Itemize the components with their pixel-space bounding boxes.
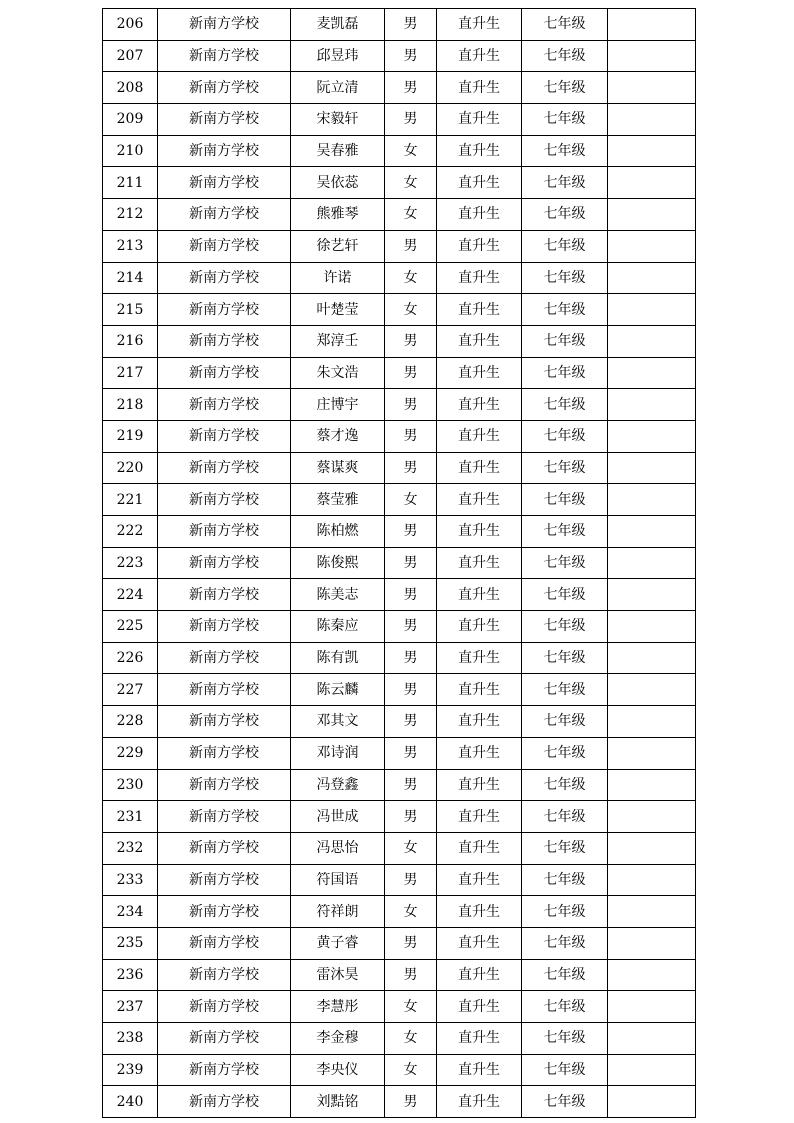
table-row [103, 832, 696, 864]
grade-cell: 七年级 [522, 1054, 608, 1086]
table-row [103, 737, 696, 769]
table-row [103, 9, 696, 41]
school-cell: 新南方学校 [158, 135, 291, 167]
grade-cell: 七年级 [522, 452, 608, 484]
note-cell [608, 959, 696, 991]
student-name-cell: 雷沐昊 [291, 959, 385, 991]
note-cell [608, 1054, 696, 1086]
enrollment-type-cell: 直升生 [437, 991, 522, 1023]
table-row [103, 547, 696, 579]
student-name-cell: 冯思怡 [291, 832, 385, 864]
grade-cell: 七年级 [522, 579, 608, 611]
gender-cell: 男 [385, 864, 437, 896]
grade-cell: 七年级 [522, 199, 608, 231]
gender-cell: 男 [385, 706, 437, 738]
school-cell: 新南方学校 [158, 801, 291, 833]
gender-cell: 男 [385, 420, 437, 452]
enrollment-type-cell: 直升生 [437, 769, 522, 801]
table-row [103, 72, 696, 104]
enrollment-type-cell: 直升生 [437, 167, 522, 199]
gender-cell: 男 [385, 959, 437, 991]
grade-cell: 七年级 [522, 72, 608, 104]
student-name-cell: 邓诗润 [291, 737, 385, 769]
note-cell [608, 991, 696, 1023]
note-cell [608, 230, 696, 262]
table-row [103, 484, 696, 516]
row-number-cell: 239 [103, 1054, 158, 1086]
row-number-cell: 238 [103, 1023, 158, 1055]
school-cell: 新南方学校 [158, 325, 291, 357]
school-cell: 新南方学校 [158, 484, 291, 516]
grade-cell: 七年级 [522, 516, 608, 548]
gender-cell: 男 [385, 801, 437, 833]
school-cell: 新南方学校 [158, 104, 291, 136]
grade-cell: 七年级 [522, 864, 608, 896]
student-name-cell: 李慧彤 [291, 991, 385, 1023]
student-name-cell: 符国语 [291, 864, 385, 896]
table-row [103, 706, 696, 738]
row-number-cell: 218 [103, 389, 158, 421]
table-row [103, 611, 696, 643]
grade-cell: 七年级 [522, 737, 608, 769]
gender-cell: 男 [385, 927, 437, 959]
enrollment-type-cell: 直升生 [437, 927, 522, 959]
row-number-cell: 220 [103, 452, 158, 484]
gender-cell: 女 [385, 1023, 437, 1055]
table-row [103, 896, 696, 928]
roster-body [103, 9, 696, 1118]
table-row [103, 927, 696, 959]
grade-cell: 七年级 [522, 294, 608, 326]
table-row [103, 294, 696, 326]
enrollment-type-cell: 直升生 [437, 516, 522, 548]
gender-cell: 男 [385, 325, 437, 357]
table-row [103, 40, 696, 72]
enrollment-type-cell: 直升生 [437, 674, 522, 706]
student-name-cell: 许诺 [291, 262, 385, 294]
row-number-cell: 206 [103, 9, 158, 41]
row-number-cell: 233 [103, 864, 158, 896]
grade-cell: 七年级 [522, 1023, 608, 1055]
table-row [103, 199, 696, 231]
grade-cell: 七年级 [522, 357, 608, 389]
grade-cell: 七年级 [522, 991, 608, 1023]
row-number-cell: 225 [103, 611, 158, 643]
grade-cell: 七年级 [522, 896, 608, 928]
note-cell [608, 167, 696, 199]
gender-cell: 男 [385, 40, 437, 72]
grade-cell: 七年级 [522, 230, 608, 262]
school-cell: 新南方学校 [158, 294, 291, 326]
enrollment-type-cell: 直升生 [437, 547, 522, 579]
gender-cell: 男 [385, 516, 437, 548]
school-cell: 新南方学校 [158, 642, 291, 674]
table-row [103, 135, 696, 167]
table-row [103, 1023, 696, 1055]
note-cell [608, 104, 696, 136]
row-number-cell: 215 [103, 294, 158, 326]
school-cell: 新南方学校 [158, 927, 291, 959]
row-number-cell: 207 [103, 40, 158, 72]
gender-cell: 男 [385, 579, 437, 611]
student-name-cell: 陈云麟 [291, 674, 385, 706]
gender-cell: 女 [385, 896, 437, 928]
grade-cell: 七年级 [522, 706, 608, 738]
note-cell [608, 199, 696, 231]
note-cell [608, 896, 696, 928]
table-row [103, 864, 696, 896]
student-name-cell: 麦凯磊 [291, 9, 385, 41]
table-row [103, 674, 696, 706]
note-cell [608, 357, 696, 389]
student-name-cell: 符祥朗 [291, 896, 385, 928]
school-cell: 新南方学校 [158, 737, 291, 769]
row-number-cell: 232 [103, 832, 158, 864]
school-cell: 新南方学校 [158, 959, 291, 991]
gender-cell: 男 [385, 104, 437, 136]
student-name-cell: 叶楚莹 [291, 294, 385, 326]
note-cell [608, 9, 696, 41]
grade-cell: 七年级 [522, 167, 608, 199]
school-cell: 新南方学校 [158, 1086, 291, 1118]
note-cell [608, 642, 696, 674]
student-name-cell: 陈俊熙 [291, 547, 385, 579]
note-cell [608, 389, 696, 421]
row-number-cell: 236 [103, 959, 158, 991]
gender-cell: 男 [385, 230, 437, 262]
gender-cell: 女 [385, 832, 437, 864]
note-cell [608, 864, 696, 896]
row-number-cell: 240 [103, 1086, 158, 1118]
enrollment-type-cell: 直升生 [437, 611, 522, 643]
row-number-cell: 231 [103, 801, 158, 833]
gender-cell: 女 [385, 991, 437, 1023]
enrollment-type-cell: 直升生 [437, 452, 522, 484]
enrollment-type-cell: 直升生 [437, 864, 522, 896]
table-row [103, 167, 696, 199]
enrollment-type-cell: 直升生 [437, 832, 522, 864]
note-cell [608, 40, 696, 72]
gender-cell: 男 [385, 547, 437, 579]
student-roster-table [102, 8, 696, 1118]
school-cell: 新南方学校 [158, 896, 291, 928]
gender-cell: 男 [385, 389, 437, 421]
note-cell [608, 611, 696, 643]
gender-cell: 男 [385, 72, 437, 104]
school-cell: 新南方学校 [158, 9, 291, 41]
gender-cell: 男 [385, 674, 437, 706]
school-cell: 新南方学校 [158, 389, 291, 421]
note-cell [608, 769, 696, 801]
school-cell: 新南方学校 [158, 1054, 291, 1086]
enrollment-type-cell: 直升生 [437, 104, 522, 136]
note-cell [608, 1023, 696, 1055]
student-name-cell: 陈柏燃 [291, 516, 385, 548]
table-row [103, 579, 696, 611]
gender-cell: 男 [385, 611, 437, 643]
grade-cell: 七年级 [522, 1086, 608, 1118]
enrollment-type-cell: 直升生 [437, 135, 522, 167]
note-cell [608, 516, 696, 548]
row-number-cell: 227 [103, 674, 158, 706]
note-cell [608, 737, 696, 769]
note-cell [608, 927, 696, 959]
note-cell [608, 452, 696, 484]
grade-cell: 七年级 [522, 325, 608, 357]
enrollment-type-cell: 直升生 [437, 1086, 522, 1118]
school-cell: 新南方学校 [158, 516, 291, 548]
row-number-cell: 234 [103, 896, 158, 928]
row-number-cell: 226 [103, 642, 158, 674]
enrollment-type-cell: 直升生 [437, 262, 522, 294]
grade-cell: 七年级 [522, 547, 608, 579]
grade-cell: 七年级 [522, 135, 608, 167]
student-name-cell: 熊雅琴 [291, 199, 385, 231]
grade-cell: 七年级 [522, 40, 608, 72]
student-name-cell: 阮立清 [291, 72, 385, 104]
school-cell: 新南方学校 [158, 1023, 291, 1055]
student-name-cell: 宋毅轩 [291, 104, 385, 136]
table-row [103, 516, 696, 548]
student-name-cell: 李金穆 [291, 1023, 385, 1055]
school-cell: 新南方学校 [158, 357, 291, 389]
row-number-cell: 230 [103, 769, 158, 801]
note-cell [608, 135, 696, 167]
note-cell [608, 484, 696, 516]
enrollment-type-cell: 直升生 [437, 737, 522, 769]
enrollment-type-cell: 直升生 [437, 199, 522, 231]
note-cell [608, 801, 696, 833]
gender-cell: 女 [385, 167, 437, 199]
grade-cell: 七年级 [522, 611, 608, 643]
enrollment-type-cell: 直升生 [437, 1023, 522, 1055]
school-cell: 新南方学校 [158, 262, 291, 294]
enrollment-type-cell: 直升生 [437, 801, 522, 833]
enrollment-type-cell: 直升生 [437, 484, 522, 516]
gender-cell: 女 [385, 199, 437, 231]
school-cell: 新南方学校 [158, 420, 291, 452]
row-number-cell: 235 [103, 927, 158, 959]
student-name-cell: 李央仪 [291, 1054, 385, 1086]
student-name-cell: 朱文浩 [291, 357, 385, 389]
table-row [103, 420, 696, 452]
school-cell: 新南方学校 [158, 452, 291, 484]
row-number-cell: 224 [103, 579, 158, 611]
row-number-cell: 212 [103, 199, 158, 231]
table-row [103, 230, 696, 262]
grade-cell: 七年级 [522, 832, 608, 864]
note-cell [608, 262, 696, 294]
note-cell [608, 547, 696, 579]
gender-cell: 男 [385, 769, 437, 801]
table-row [103, 991, 696, 1023]
note-cell [608, 1086, 696, 1118]
enrollment-type-cell: 直升生 [437, 896, 522, 928]
gender-cell: 男 [385, 1086, 437, 1118]
enrollment-type-cell: 直升生 [437, 1054, 522, 1086]
school-cell: 新南方学校 [158, 864, 291, 896]
enrollment-type-cell: 直升生 [437, 579, 522, 611]
table-row [103, 959, 696, 991]
note-cell [608, 674, 696, 706]
grade-cell: 七年级 [522, 769, 608, 801]
school-cell: 新南方学校 [158, 832, 291, 864]
school-cell: 新南方学校 [158, 40, 291, 72]
student-name-cell: 陈有凯 [291, 642, 385, 674]
student-name-cell: 邓其文 [291, 706, 385, 738]
gender-cell: 男 [385, 357, 437, 389]
row-number-cell: 214 [103, 262, 158, 294]
student-name-cell: 吴春雅 [291, 135, 385, 167]
row-number-cell: 208 [103, 72, 158, 104]
table-row [103, 1054, 696, 1086]
enrollment-type-cell: 直升生 [437, 389, 522, 421]
note-cell [608, 294, 696, 326]
table-row [103, 1086, 696, 1118]
table-row [103, 389, 696, 421]
table-row [103, 769, 696, 801]
table-row [103, 325, 696, 357]
row-number-cell: 217 [103, 357, 158, 389]
table-row [103, 262, 696, 294]
grade-cell: 七年级 [522, 389, 608, 421]
enrollment-type-cell: 直升生 [437, 706, 522, 738]
gender-cell: 女 [385, 484, 437, 516]
school-cell: 新南方学校 [158, 706, 291, 738]
school-cell: 新南方学校 [158, 230, 291, 262]
school-cell: 新南方学校 [158, 991, 291, 1023]
enrollment-type-cell: 直升生 [437, 420, 522, 452]
row-number-cell: 209 [103, 104, 158, 136]
student-name-cell: 蔡才逸 [291, 420, 385, 452]
student-name-cell: 刘黠铭 [291, 1086, 385, 1118]
enrollment-type-cell: 直升生 [437, 9, 522, 41]
table-row [103, 452, 696, 484]
student-name-cell: 蔡谋爽 [291, 452, 385, 484]
school-cell: 新南方学校 [158, 579, 291, 611]
row-number-cell: 221 [103, 484, 158, 516]
note-cell [608, 579, 696, 611]
table-row [103, 357, 696, 389]
school-cell: 新南方学校 [158, 769, 291, 801]
enrollment-type-cell: 直升生 [437, 325, 522, 357]
school-cell: 新南方学校 [158, 199, 291, 231]
grade-cell: 七年级 [522, 927, 608, 959]
student-name-cell: 吴依蕊 [291, 167, 385, 199]
row-number-cell: 211 [103, 167, 158, 199]
note-cell [608, 72, 696, 104]
row-number-cell: 216 [103, 325, 158, 357]
note-cell [608, 832, 696, 864]
student-name-cell: 庄博宇 [291, 389, 385, 421]
student-name-cell: 陈美志 [291, 579, 385, 611]
student-name-cell: 冯登鑫 [291, 769, 385, 801]
enrollment-type-cell: 直升生 [437, 230, 522, 262]
grade-cell: 七年级 [522, 959, 608, 991]
gender-cell: 男 [385, 452, 437, 484]
grade-cell: 七年级 [522, 801, 608, 833]
enrollment-type-cell: 直升生 [437, 642, 522, 674]
table-row [103, 801, 696, 833]
gender-cell: 男 [385, 737, 437, 769]
grade-cell: 七年级 [522, 484, 608, 516]
row-number-cell: 237 [103, 991, 158, 1023]
row-number-cell: 222 [103, 516, 158, 548]
gender-cell: 女 [385, 262, 437, 294]
gender-cell: 男 [385, 642, 437, 674]
table-row [103, 104, 696, 136]
grade-cell: 七年级 [522, 674, 608, 706]
student-name-cell: 黄子睿 [291, 927, 385, 959]
school-cell: 新南方学校 [158, 611, 291, 643]
row-number-cell: 213 [103, 230, 158, 262]
student-name-cell: 徐艺轩 [291, 230, 385, 262]
row-number-cell: 223 [103, 547, 158, 579]
school-cell: 新南方学校 [158, 72, 291, 104]
grade-cell: 七年级 [522, 642, 608, 674]
student-name-cell: 冯世成 [291, 801, 385, 833]
student-name-cell: 郑淳壬 [291, 325, 385, 357]
note-cell [608, 325, 696, 357]
note-cell [608, 420, 696, 452]
school-cell: 新南方学校 [158, 167, 291, 199]
enrollment-type-cell: 直升生 [437, 959, 522, 991]
grade-cell: 七年级 [522, 9, 608, 41]
grade-cell: 七年级 [522, 104, 608, 136]
gender-cell: 女 [385, 135, 437, 167]
row-number-cell: 210 [103, 135, 158, 167]
grade-cell: 七年级 [522, 262, 608, 294]
school-cell: 新南方学校 [158, 674, 291, 706]
enrollment-type-cell: 直升生 [437, 294, 522, 326]
gender-cell: 女 [385, 1054, 437, 1086]
note-cell [608, 706, 696, 738]
school-cell: 新南方学校 [158, 547, 291, 579]
student-name-cell: 蔡莹雅 [291, 484, 385, 516]
gender-cell: 女 [385, 294, 437, 326]
student-name-cell: 邱昱玮 [291, 40, 385, 72]
row-number-cell: 229 [103, 737, 158, 769]
enrollment-type-cell: 直升生 [437, 40, 522, 72]
enrollment-type-cell: 直升生 [437, 357, 522, 389]
gender-cell: 男 [385, 9, 437, 41]
grade-cell: 七年级 [522, 420, 608, 452]
table-row [103, 642, 696, 674]
row-number-cell: 228 [103, 706, 158, 738]
enrollment-type-cell: 直升生 [437, 72, 522, 104]
row-number-cell: 219 [103, 420, 158, 452]
student-name-cell: 陈秦应 [291, 611, 385, 643]
